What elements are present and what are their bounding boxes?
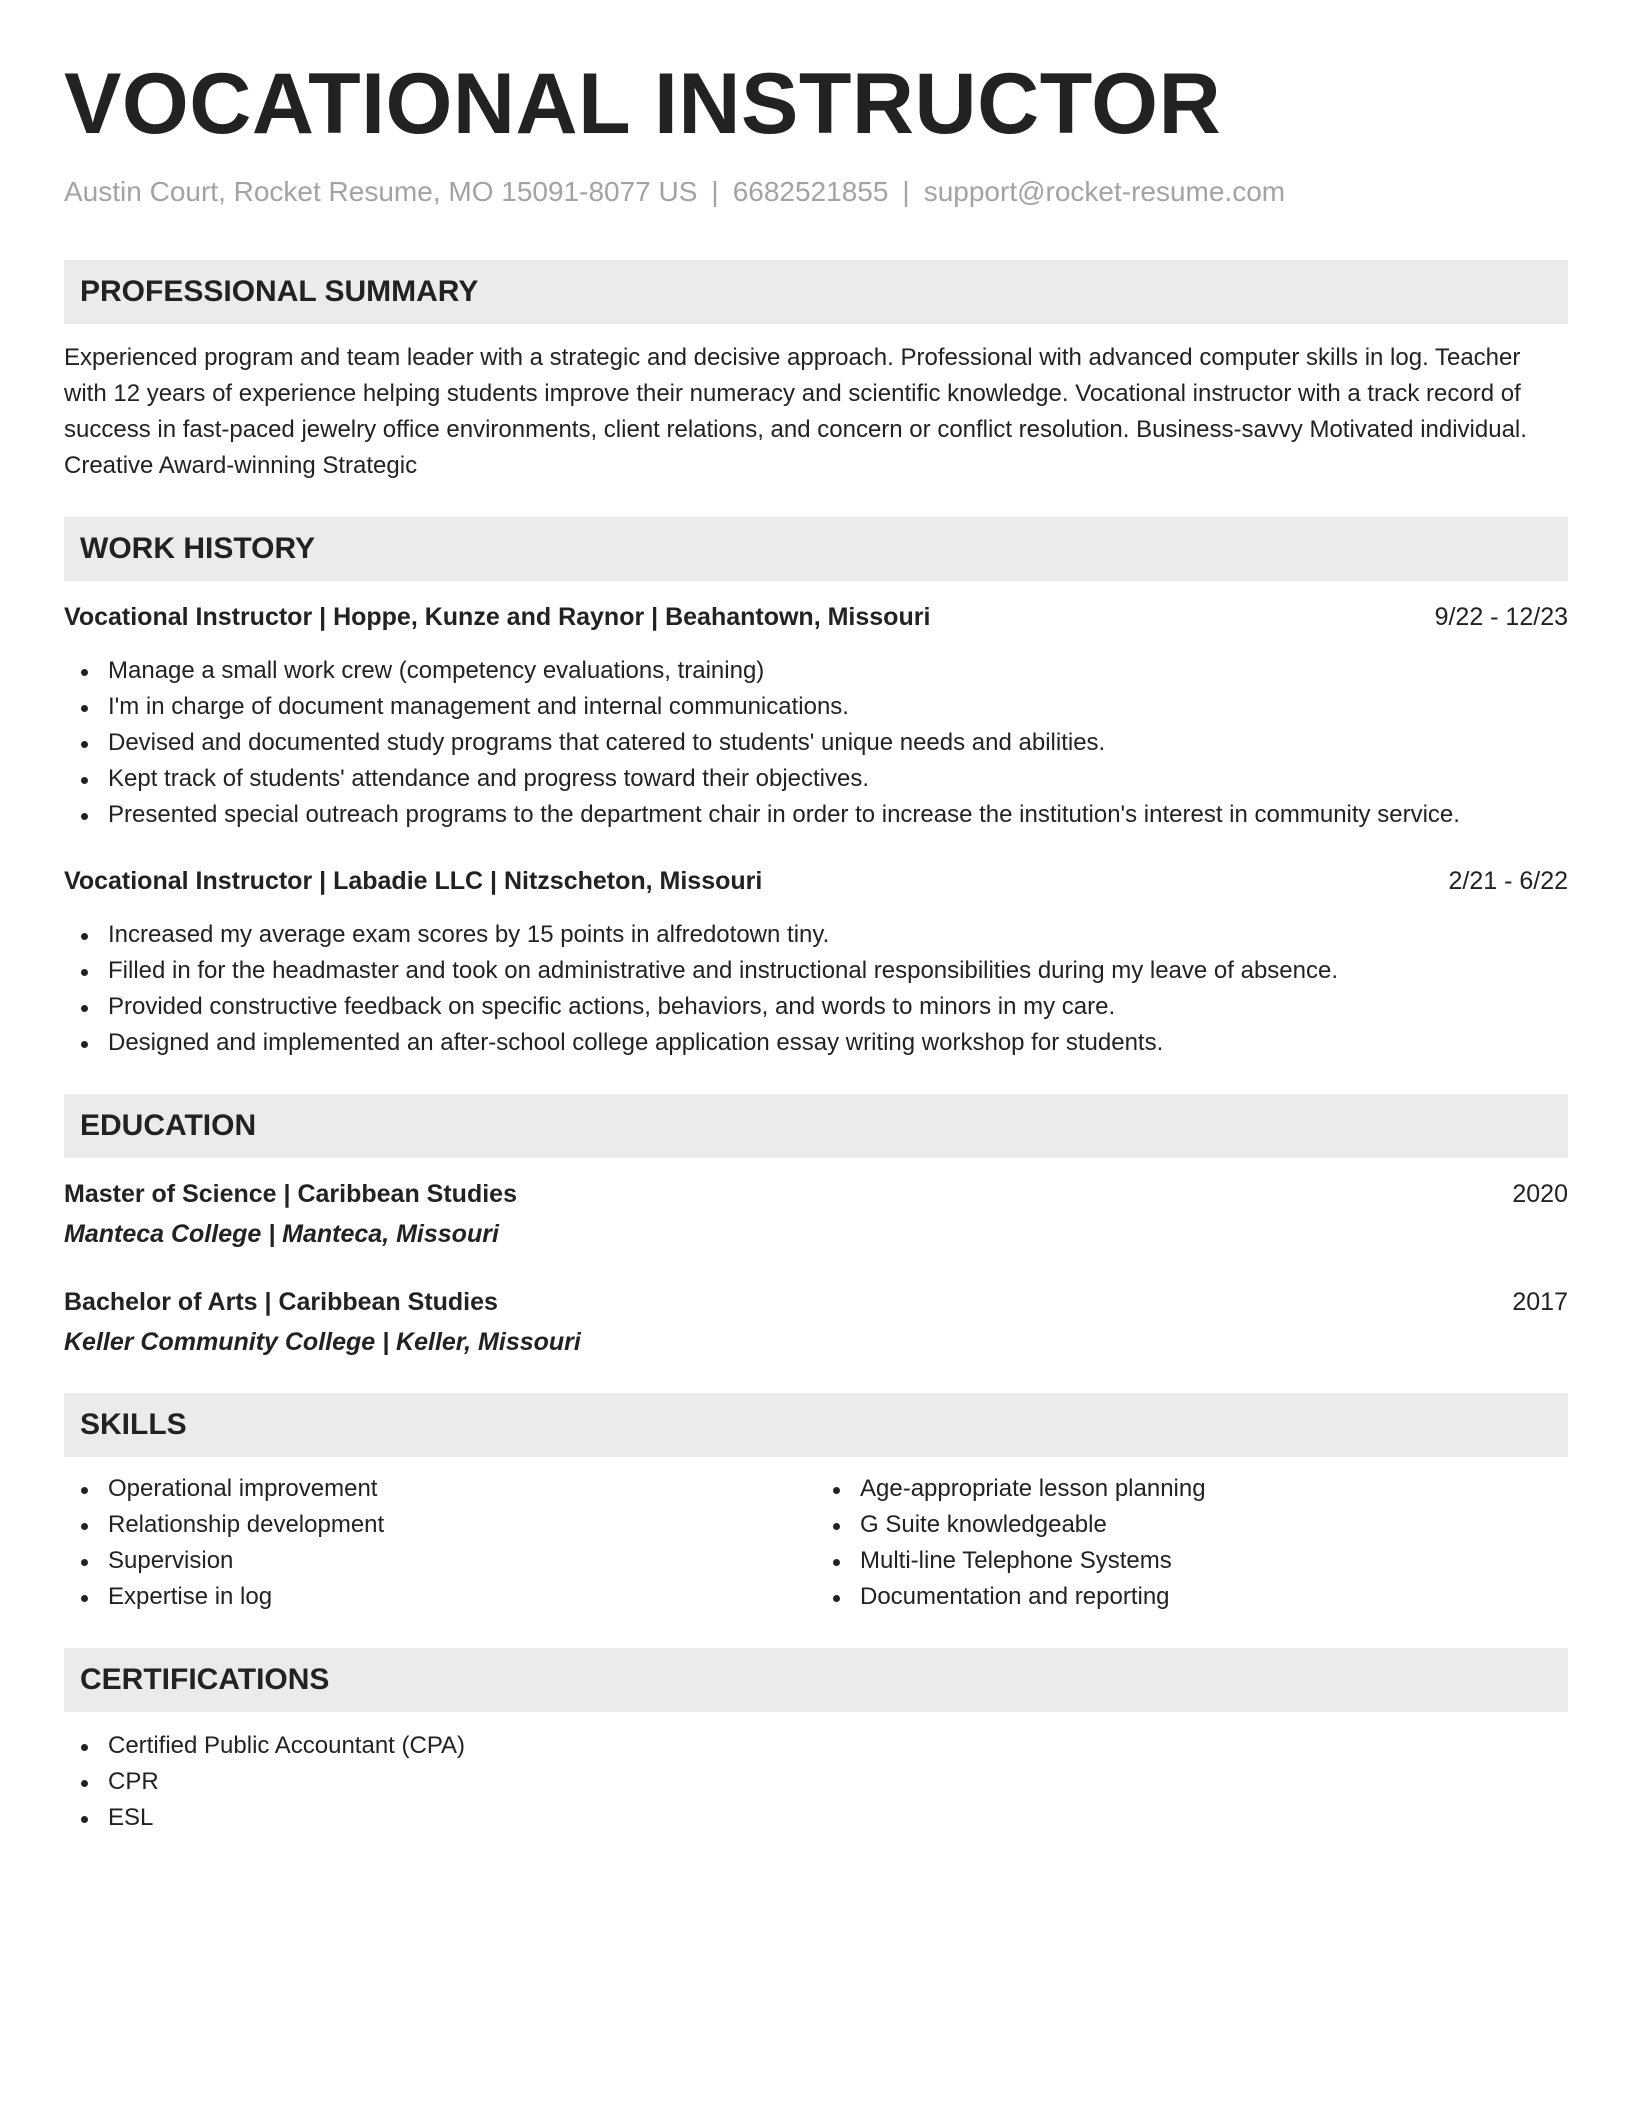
list-item: Operational improvement: [64, 1471, 816, 1507]
job-entry: [64, 863, 1568, 1061]
degree-title: Master of Science | Caribbean Studies: [64, 1180, 517, 1208]
list-item: G Suite knowledgeable: [816, 1507, 1568, 1543]
contact-line: [64, 174, 1568, 210]
job-dates: 2/21 - 6/22: [1448, 867, 1568, 895]
summary-section: [64, 260, 1568, 484]
education-header: [64, 1284, 1568, 1320]
list-item: Relationship development: [64, 1507, 816, 1543]
list-item: Certified Public Accountant (CPA): [64, 1728, 1568, 1764]
job-header: [64, 863, 1568, 899]
job-dates: 9/22 - 12/23: [1434, 603, 1568, 631]
contact-email: support@rocket-resume.com: [923, 176, 1286, 207]
list-item: Presented special outreach programs to the department chair in order to increase the institution's interest in community service.: [64, 797, 1568, 833]
work-history-section: [64, 517, 1568, 1061]
skills-column-left: [64, 1471, 816, 1615]
job-entry: [64, 599, 1568, 833]
list-item: Devised and documented study programs that catered to students' unique needs and abilities.: [64, 725, 1568, 761]
list-item: Supervision: [64, 1543, 816, 1579]
work-history-heading: WORK HISTORY: [64, 517, 1568, 581]
contact-separator: |: [711, 176, 719, 207]
list-item: Documentation and reporting: [816, 1579, 1568, 1615]
list-item: Designed and implemented an after-school college application essay writing workshop for students.: [64, 1025, 1568, 1061]
contact-separator: |: [902, 176, 910, 207]
job-bullets: [64, 653, 1568, 833]
skills-heading: SKILLS: [64, 1393, 1568, 1457]
list-item: CPR: [64, 1764, 1568, 1800]
education-header: [64, 1176, 1568, 1212]
list-item: Kept track of students' attendance and progress toward their objectives.: [64, 761, 1568, 797]
skills-column-right: [816, 1471, 1568, 1615]
graduation-year: 2020: [1512, 1180, 1568, 1208]
education-heading: EDUCATION: [64, 1094, 1568, 1158]
list-item: Age-appropriate lesson planning: [816, 1471, 1568, 1507]
certifications-heading: CERTIFICATIONS: [64, 1648, 1568, 1712]
contact-phone: 6682521855: [732, 176, 889, 207]
list-item: Increased my average exam scores by 15 points in alfredotown tiny.: [64, 917, 1568, 953]
list-item: Provided constructive feedback on specific actions, behaviors, and words to minors in my care.: [64, 989, 1568, 1025]
job-header: [64, 599, 1568, 635]
list-item: Filled in for the headmaster and took on administrative and instructional responsibilities during my leave of absence.: [64, 953, 1568, 989]
list-item: I'm in charge of document management and internal communications.: [64, 689, 1568, 725]
summary-heading: PROFESSIONAL SUMMARY: [64, 260, 1568, 324]
list-item: Manage a small work crew (competency evaluations, training): [64, 653, 1568, 689]
certifications-section: [64, 1648, 1568, 1836]
job-title: Vocational Instructor | Labadie LLC | Nitzscheton, Missouri: [64, 867, 763, 895]
summary-text: Experienced program and team leader with a strategic and decisive approach. Professional with advanced computer skills in log. Teacher with 12 years of experience helping students improve their numeracy and scientific knowledge. Vocational instructor with a track record of success in fast-paced jewelry office environments, client relations, and concern or conflict resolution. Business-savvy Motivated individual. Creative Award-winning Strategic: [64, 344, 1527, 479]
skills-grid: [64, 1471, 1568, 1615]
list-item: ESL: [64, 1800, 1568, 1836]
list-item: Multi-line Telephone Systems: [816, 1543, 1568, 1579]
contact-address: Austin Court, Rocket Resume, MO 15091-8077 US: [64, 176, 698, 207]
certifications-list: [64, 1728, 1568, 1836]
school-name: Keller Community College | Keller, Missouri: [64, 1328, 581, 1356]
education-entry: [64, 1284, 1568, 1360]
education-section: [64, 1094, 1568, 1360]
job-bullets: [64, 917, 1568, 1061]
degree-title: Bachelor of Arts | Caribbean Studies: [64, 1288, 498, 1316]
graduation-year: 2017: [1512, 1288, 1568, 1316]
list-item: Expertise in log: [64, 1579, 816, 1615]
resume-name: VOCATIONAL INSTRUCTOR: [64, 56, 1222, 152]
job-title: Vocational Instructor | Hoppe, Kunze and Raynor | Beahantown, Missouri: [64, 603, 931, 631]
school-name: Manteca College | Manteca, Missouri: [64, 1220, 499, 1248]
skills-section: [64, 1393, 1568, 1615]
education-entry: [64, 1176, 1568, 1252]
